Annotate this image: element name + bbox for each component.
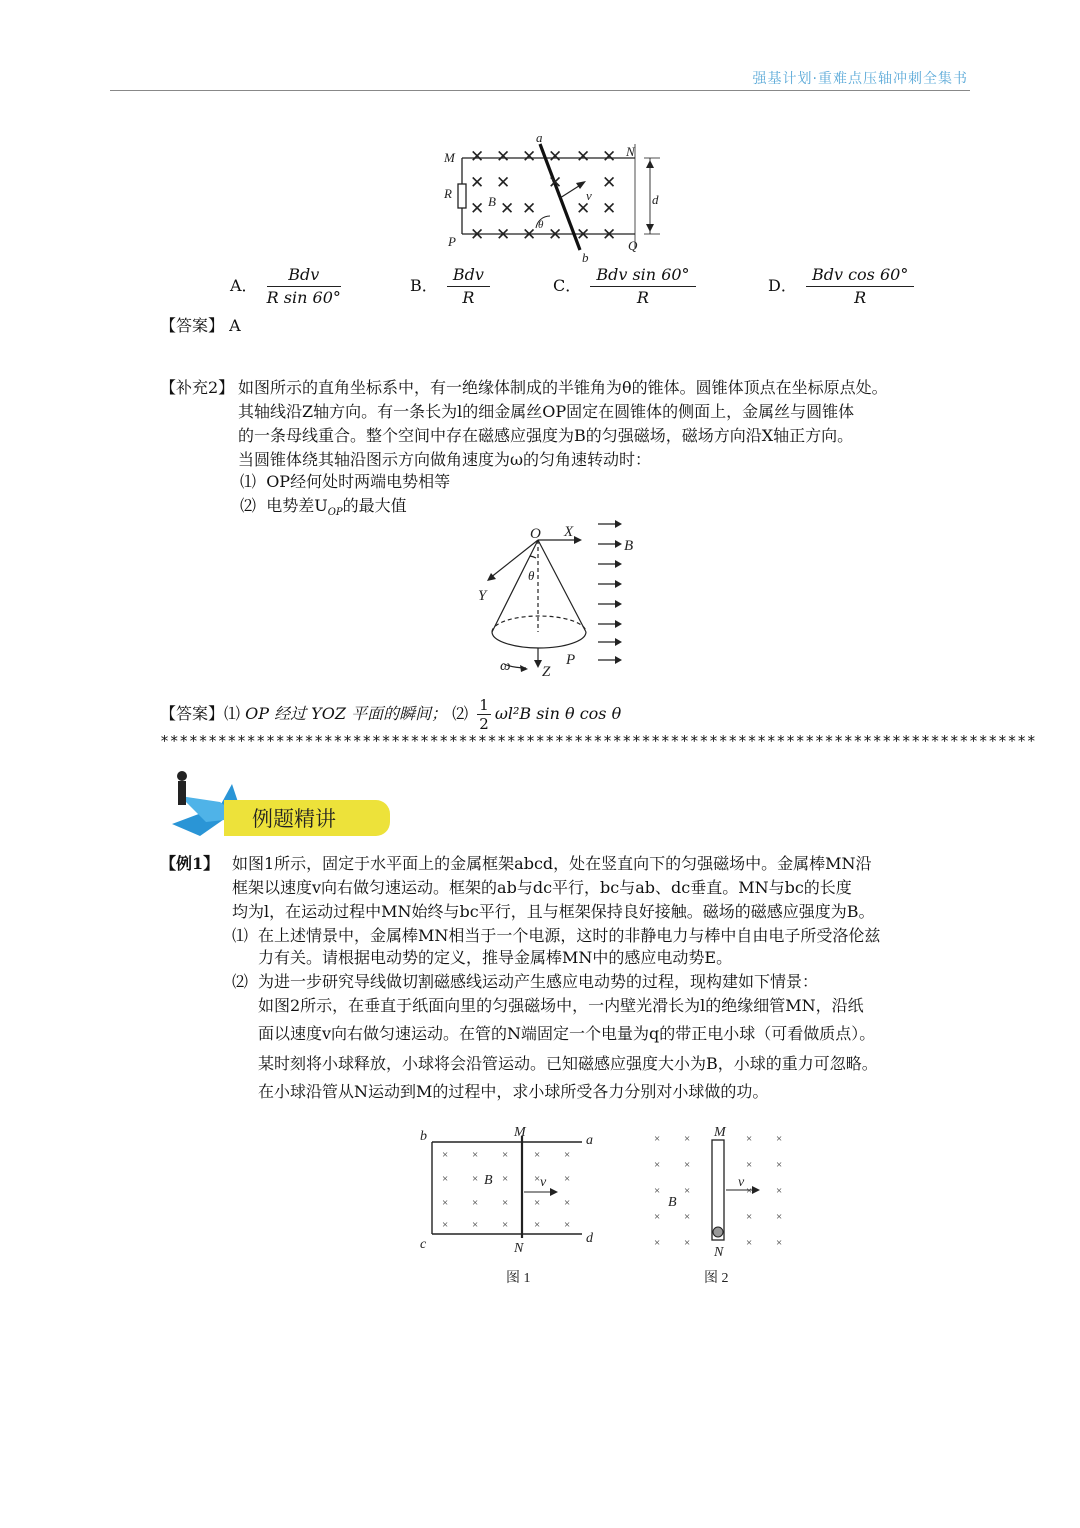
svg-text:✕: ✕ bbox=[602, 147, 617, 166]
svg-text:×: × bbox=[442, 1197, 449, 1209]
figure-icon bbox=[178, 781, 186, 805]
fig1-c: c bbox=[420, 1237, 427, 1252]
label-P: P bbox=[448, 234, 456, 249]
fig1-d: d bbox=[586, 1231, 593, 1246]
ex1-sub2-line-4: 某时刻将小球释放，小球将会沿管运动。已知磁感应强度大小为B，小球的重力可忽略。 bbox=[258, 1054, 878, 1073]
svg-text:×: × bbox=[502, 1173, 509, 1185]
svg-text:×: × bbox=[534, 1173, 541, 1185]
fig2-M: M bbox=[714, 1125, 726, 1140]
svg-text:×: × bbox=[502, 1149, 509, 1161]
cone-figure bbox=[470, 514, 640, 684]
label-a: a bbox=[536, 132, 543, 145]
figure-2 bbox=[640, 1122, 800, 1294]
svg-text:×: × bbox=[746, 1133, 753, 1145]
label-O: O bbox=[530, 526, 541, 542]
label-Q: Q bbox=[628, 238, 638, 253]
svg-text:×: × bbox=[534, 1197, 541, 1209]
svg-text:✕: ✕ bbox=[602, 199, 617, 218]
svg-text:✕: ✕ bbox=[602, 225, 617, 244]
svg-text:✕: ✕ bbox=[522, 225, 537, 244]
svg-text:×: × bbox=[564, 1149, 571, 1161]
s2-answer: 【答案】⑴ OP 经过 YOZ 平面的瞬间； ⑵ $\frac{1}{2}$ ωl²B sin θ cos θ bbox=[160, 696, 622, 733]
svg-text:×: × bbox=[564, 1219, 571, 1231]
svg-text:✕: ✕ bbox=[576, 199, 591, 218]
star-divider: ******************************************************************************************* bbox=[160, 732, 1037, 750]
label-b: b bbox=[582, 250, 589, 265]
s2-line-3: 的一条母线重合。整个空间中存在磁感应强度为B的匀强磁场，磁场方向沿X轴正方向。 bbox=[238, 426, 854, 445]
label-Y: Y bbox=[478, 588, 487, 604]
ex1-sub2-num: ⑵ bbox=[232, 972, 249, 991]
ex1-sub1-line-2: 力有关。请根据电动势的定义，推导金属棒MN中的感应电动势E。 bbox=[258, 948, 733, 967]
svg-text:✕: ✕ bbox=[522, 147, 537, 166]
svg-text:✕: ✕ bbox=[470, 147, 485, 166]
ex1-line-1: 如图1所示，固定于水平面上的金属框架abcd，处在竖直向下的匀强磁场中。金属棒MN沿 bbox=[232, 854, 872, 873]
charged-ball bbox=[713, 1227, 723, 1237]
label-R: R bbox=[444, 186, 452, 201]
section-banner bbox=[160, 766, 400, 846]
fig2-v: v bbox=[738, 1175, 745, 1190]
svg-text:×: × bbox=[654, 1211, 661, 1223]
svg-text:×: × bbox=[776, 1185, 783, 1197]
svg-text:✕: ✕ bbox=[548, 173, 563, 192]
label-P-cone: P bbox=[566, 652, 576, 668]
ex1-sub2-line-3: 面以速度v向右做匀速运动。在管的N端固定一个电量为q的带正电小球（可看做质点）。 bbox=[258, 1024, 876, 1043]
page-header-title: 强基计划·重难点压轴冲刺全集书 bbox=[752, 71, 968, 87]
ex1-line-2: 框架以速度v向右做匀速运动。框架的ab与dc平行，bc与ab、dc垂直。MN与bc的长度 bbox=[232, 878, 852, 897]
svg-text:×: × bbox=[684, 1211, 691, 1223]
svg-text:×: × bbox=[684, 1237, 691, 1249]
tube bbox=[712, 1140, 724, 1240]
svg-text:×: × bbox=[534, 1219, 541, 1231]
svg-text:×: × bbox=[746, 1159, 753, 1171]
option-b: B． $\frac{\text{Bdv}}{R}$ bbox=[410, 264, 494, 309]
s2-sub-1: ⑴ OP经何处时两端电势相等 bbox=[240, 472, 451, 491]
svg-text:×: × bbox=[776, 1133, 783, 1145]
svg-text:×: × bbox=[564, 1173, 571, 1185]
svg-text:×: × bbox=[776, 1237, 783, 1249]
label-theta: θ bbox=[538, 219, 544, 231]
svg-text:×: × bbox=[472, 1197, 479, 1209]
svg-text:×: × bbox=[442, 1149, 449, 1161]
label-omega: ω bbox=[500, 658, 511, 674]
fig1-M: M bbox=[514, 1125, 526, 1140]
label-v: v bbox=[586, 188, 592, 203]
svg-text:✕: ✕ bbox=[548, 147, 563, 166]
svg-text:×: × bbox=[472, 1173, 479, 1185]
label-Z: Z bbox=[542, 664, 551, 680]
fig1-v: v bbox=[540, 1175, 547, 1190]
label-N: N bbox=[626, 144, 635, 159]
label-theta-cone: θ bbox=[528, 568, 535, 583]
s2-line-1: 如图所示的直角坐标系中，有一绝缘体制成的半锥角为θ的锥体。圆锥体顶点在坐标原点处。 bbox=[238, 378, 888, 397]
label-d: d bbox=[652, 192, 659, 207]
svg-text:×: × bbox=[654, 1159, 661, 1171]
rod-field-figure bbox=[430, 132, 680, 272]
option-c: C． $\frac{\text{Bdv sin 60°}}{R}$ bbox=[553, 264, 700, 309]
svg-text:✕: ✕ bbox=[470, 225, 485, 244]
svg-text:×: × bbox=[472, 1149, 479, 1161]
figure-1 bbox=[410, 1122, 610, 1294]
fig1-caption: 图 1 bbox=[506, 1271, 531, 1286]
svg-text:×: × bbox=[654, 1237, 661, 1249]
ex1-sub1-num: ⑴ bbox=[232, 926, 249, 945]
svg-text:×: × bbox=[684, 1185, 691, 1197]
ex1-line-3: 均为l，在运动过程中MN始终与bc平行，且与框架保持良好接触。磁场的磁感应强度为B。 bbox=[232, 902, 875, 921]
svg-text:×: × bbox=[746, 1237, 753, 1249]
svg-text:✕: ✕ bbox=[496, 225, 511, 244]
svg-text:×: × bbox=[472, 1219, 479, 1231]
svg-text:×: × bbox=[684, 1133, 691, 1145]
ex1-sub2-line-5: 在小球沿管从N运动到M的过程中，求小球所受各力分别对小球做的功。 bbox=[258, 1082, 769, 1101]
svg-text:✕: ✕ bbox=[576, 147, 591, 166]
fig2-B: B bbox=[668, 1195, 677, 1210]
svg-text:×: × bbox=[442, 1219, 449, 1231]
svg-text:✕: ✕ bbox=[470, 199, 485, 218]
svg-text:✕: ✕ bbox=[576, 225, 591, 244]
option-a: A． $\frac{\text{Bdv}}{\text{R sin 60°}}$ bbox=[230, 265, 341, 307]
label-X: X bbox=[564, 524, 574, 540]
s2-tag: 【补充2】 bbox=[160, 378, 235, 397]
label-M: M bbox=[444, 150, 455, 165]
s2-sub-2: ⑵ 电势差$U_{OP}$的最大值 bbox=[240, 496, 407, 519]
s2-line-4: 当圆锥体绕其轴沿图示方向做角速度为ω的匀角速转动时： bbox=[238, 450, 652, 469]
svg-text:✕: ✕ bbox=[602, 173, 617, 192]
fig1-b: b bbox=[420, 1129, 427, 1144]
fig1-a: a bbox=[586, 1133, 593, 1148]
svg-text:✕: ✕ bbox=[548, 225, 563, 244]
svg-text:×: × bbox=[654, 1133, 661, 1145]
svg-text:×: × bbox=[746, 1211, 753, 1223]
svg-text:×: × bbox=[746, 1185, 753, 1197]
label-B-field: B bbox=[624, 538, 634, 554]
svg-text:×: × bbox=[502, 1197, 509, 1209]
svg-text:×: × bbox=[776, 1211, 783, 1223]
svg-text:×: × bbox=[442, 1173, 449, 1185]
ex1-sub2-line-2: 如图2所示，在垂直于纸面向里的匀强磁场中，一内壁光滑长为l的绝缘细管MN，沿纸 bbox=[258, 996, 864, 1015]
ex1-tag: 【例1】 bbox=[160, 854, 220, 873]
header-divider bbox=[110, 90, 970, 91]
label-B: B bbox=[488, 194, 496, 209]
svg-text:×: × bbox=[564, 1197, 571, 1209]
svg-text:✕: ✕ bbox=[496, 147, 511, 166]
svg-text:×: × bbox=[534, 1149, 541, 1161]
svg-text:×: × bbox=[684, 1159, 691, 1171]
svg-text:×: × bbox=[654, 1185, 661, 1197]
fig2-caption: 图 2 bbox=[704, 1271, 729, 1286]
svg-text:✕: ✕ bbox=[470, 173, 485, 192]
ex1-sub2-line-1: 为进一步研究导线做切割磁感线运动产生感应电动势的过程，现构建如下情景： bbox=[258, 972, 819, 991]
q1-answer: 【答案】 A bbox=[160, 316, 241, 335]
svg-text:✕: ✕ bbox=[496, 173, 511, 192]
svg-text:✕: ✕ bbox=[522, 199, 537, 218]
option-d: D． $\frac{\text{Bdv cos 60°}}{R}$ bbox=[768, 264, 918, 309]
section-title: 例题精讲 bbox=[252, 807, 336, 831]
ex1-sub1-line-1: 在上述情景中，金属棒MN相当于一个电源，这时的非静电力与棒中自由电子所受洛伦兹 bbox=[258, 926, 881, 945]
fig2-N: N bbox=[714, 1245, 724, 1260]
fig1-N: N bbox=[514, 1241, 524, 1256]
fig1-B: B bbox=[484, 1173, 493, 1188]
svg-text:×: × bbox=[776, 1159, 783, 1171]
svg-text:×: × bbox=[502, 1219, 509, 1231]
s2-line-2: 其轴线沿Z轴方向。有一条长为l的细金属丝OP固定在圆锥体的侧面上，金属丝与圆锥体 bbox=[238, 402, 855, 421]
svg-text:✕: ✕ bbox=[500, 199, 515, 218]
